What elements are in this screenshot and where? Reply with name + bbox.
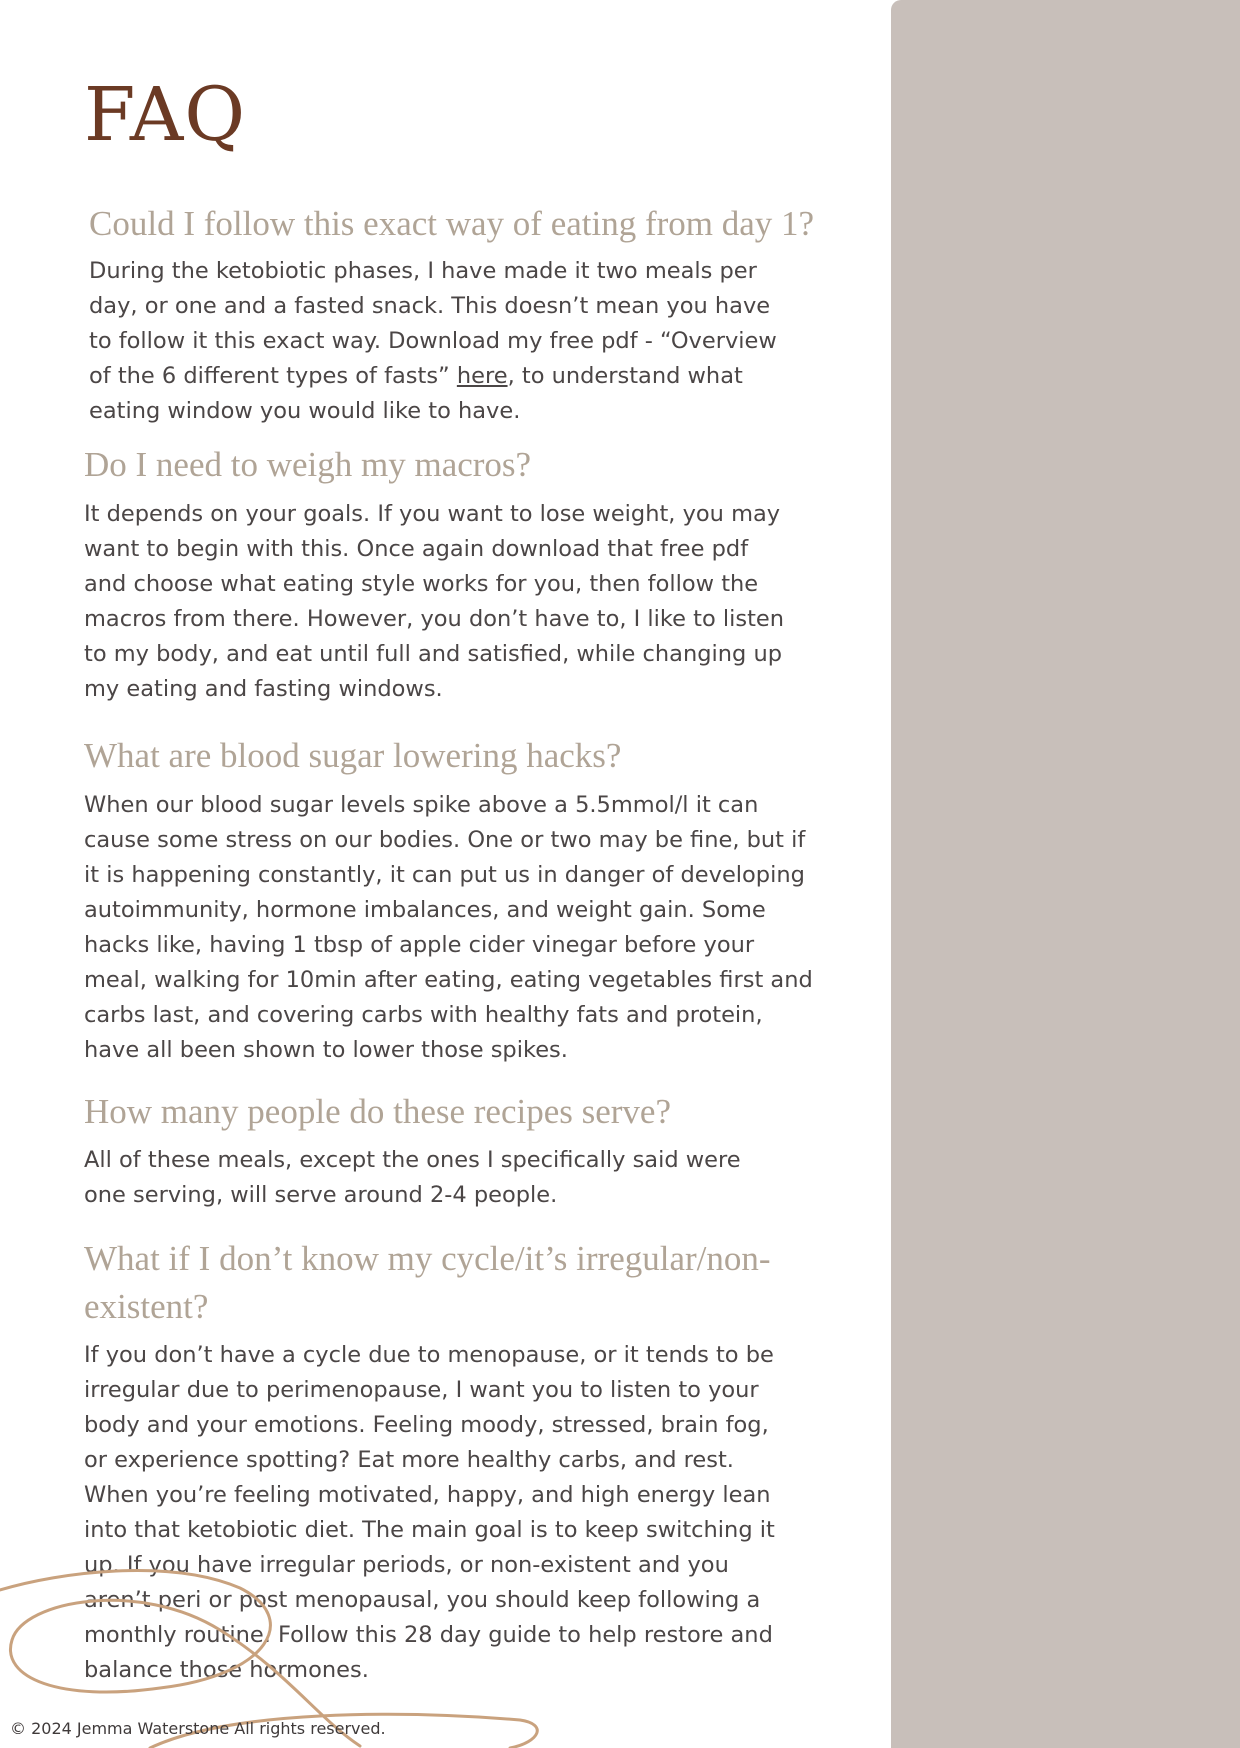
side-panel-decoration (891, 0, 1240, 1748)
faq-answer-4: All of these meals, except the ones I specifically said were one serving, will serve around 2-4 people. (84, 1147, 741, 1208)
faq-answer-5: If you don’t have a cycle due to menopause, or it tends to be irregular due to perimenopause, I want you to listen to your body and your emotions. Feeling moody, stressed, brain fog, or experience spotting? Eat more healthy carbs, and rest. When you’re feeling motivated, happy, and high energy lean into that ketobiotic diet. The main goal is to keep switching it up. If you have irregular periods, or non-existent and you aren’t peri or post menopausal, you should keep following a monthly routine. Follow this 28 day guide to help restore and balance those hormones. (84, 1342, 775, 1683)
faq-answer-3: When our blood sugar levels spike above a 5.5mmol/l it can cause some stress on our bodies. One or two may be fine, but if it is happening constantly, it can put us in danger of developing autoimmunity, hormone imbalances, and weight gain. Some hacks like, having 1 tbsp of apple cider vinegar before your meal, walking for 10min after eating, eating vegetables first and carbs last, and covering carbs with healthy fats and protein, have all been shown to lower those spikes. (84, 792, 813, 1063)
faq-question-1: Could I follow this exact way of eating from day 1? (89, 204, 815, 243)
faq-answer-1-text-a: During the ketobiotic phases, I have made it two meals per day, or one and a fasted snack. This doesn’t mean you have to follow it this exact way. Download my free pdf - “Overview of the 6 different types of fasts” (89, 258, 777, 389)
faq-answer-1-text-b: , to understand what eating window you would like to have. (89, 363, 743, 424)
faq-question-5 (84, 1235, 771, 1331)
faq-question-2: Do I need to weigh my macros? (84, 445, 532, 484)
faq-answer-2: It depends on your goals. If you want to lose weight, you may want to begin with this. Once again download that free pdf and choose what eating style works for you, then follow the macros from there. However, you don’t have to, I like to listen to my body, and eat until full and satisfied, while changing up my eating and fasting windows. (84, 501, 785, 702)
page-title: FAQ (84, 72, 247, 158)
faq-answer-1 (89, 254, 777, 429)
faq-question-5-line-2: existent? (84, 1287, 209, 1326)
faq-question-4: How many people do these recipes serve? (84, 1092, 672, 1131)
copyright-footer: © 2024 Jemma Waterstone All rights reserved. (10, 1719, 386, 1738)
faq-question-3: What are blood sugar lowering hacks? (84, 736, 622, 775)
free-pdf-link[interactable]: here (456, 363, 508, 389)
faq-question-5-line-1: What if I don’t know my cycle/it’s irregular/non- (84, 1239, 771, 1278)
